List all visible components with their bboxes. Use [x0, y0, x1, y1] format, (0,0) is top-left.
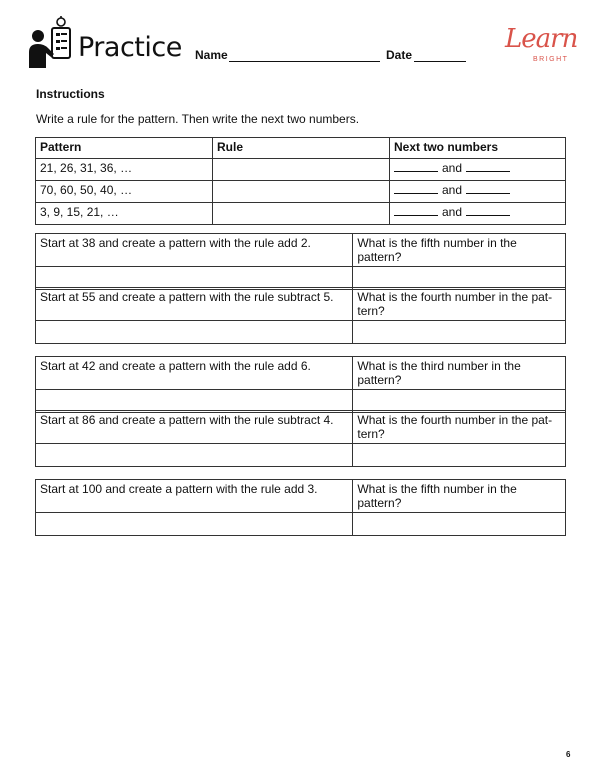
page-number: 6: [566, 750, 571, 759]
question-answer-cell[interactable]: [353, 321, 566, 344]
rule-answer-cell[interactable]: [213, 159, 390, 181]
table-row: [36, 159, 566, 181]
date-field[interactable]: [414, 61, 466, 62]
pattern-table-header: [36, 138, 566, 159]
task-prompt: Start at 100 and create a pattern with the rule add 3.: [36, 480, 353, 513]
answer-blank[interactable]: [466, 205, 510, 216]
task-row: [36, 480, 566, 513]
pattern-cell: 70, 60, 50, 40, …: [36, 181, 213, 203]
question-answer-cell[interactable]: [353, 513, 566, 536]
learn-bright-logo: [505, 22, 585, 66]
column-header-rule: Rule: [213, 138, 390, 159]
task-row: [36, 288, 566, 321]
logo-subtext: BRIGHT: [533, 56, 569, 63]
task-question: What is the fifth number in the pattern?: [353, 480, 566, 513]
page-header: [0, 0, 600, 80]
task-prompt: Start at 86 and create a pattern with the rule subtract 4.: [36, 411, 353, 444]
task-prompt: Start at 38 and create a pattern with the rule add 2.: [36, 234, 353, 267]
task-table-3: [35, 356, 566, 413]
date-label: Date: [386, 48, 413, 62]
and-label: and: [442, 205, 463, 219]
pattern-answer-cell[interactable]: [36, 513, 353, 536]
pattern-cell: 3, 9, 15, 21, …: [36, 203, 213, 225]
next-two-cell: [390, 181, 566, 203]
task-table-4: [35, 410, 566, 467]
pattern-answer-cell[interactable]: [36, 444, 353, 467]
task-prompt: Start at 55 and create a pattern with the rule subtract 5.: [36, 288, 353, 321]
pattern-cell: 21, 26, 31, 36, …: [36, 159, 213, 181]
next-two-cell: [390, 203, 566, 225]
rule-answer-cell[interactable]: [213, 203, 390, 225]
task-row: [36, 357, 566, 390]
answer-blank[interactable]: [466, 161, 510, 172]
answer-blank[interactable]: [394, 161, 438, 172]
answer-row: [36, 444, 566, 467]
name-label: Name: [195, 48, 228, 62]
column-header-pattern: Pattern: [36, 138, 213, 159]
column-header-next-two: Next two numbers: [390, 138, 566, 159]
name-field[interactable]: [229, 61, 380, 62]
task-table-1: [35, 233, 566, 290]
answer-row: [36, 513, 566, 536]
answer-blank[interactable]: [394, 183, 438, 194]
answer-row: [36, 321, 566, 344]
pattern-table: [35, 137, 566, 225]
task-row: [36, 234, 566, 267]
task-row: [36, 411, 566, 444]
task-question: What is the fourth number in the pat-tern?: [353, 411, 566, 444]
student-at-board-icon: [28, 16, 74, 68]
table-row: [36, 181, 566, 203]
and-label: and: [442, 161, 463, 175]
question-answer-cell[interactable]: [353, 444, 566, 467]
task-question: What is the fifth number in the pattern?: [353, 234, 566, 267]
instructions-text: Write a rule for the pattern. Then write the next two numbers.: [36, 112, 360, 126]
table-row: [36, 203, 566, 225]
pattern-answer-cell[interactable]: [36, 321, 353, 344]
instructions-heading: Instructions: [36, 87, 105, 101]
next-two-cell: [390, 159, 566, 181]
and-label: and: [442, 183, 463, 197]
task-question: What is the fourth number in the pat-tern?: [353, 288, 566, 321]
task-question: What is the third number in the pattern?: [353, 357, 566, 390]
task-prompt: Start at 42 and create a pattern with the rule add 6.: [36, 357, 353, 390]
task-table-2: [35, 287, 566, 344]
task-table-5: [35, 479, 566, 536]
rule-answer-cell[interactable]: [213, 181, 390, 203]
answer-blank[interactable]: [466, 183, 510, 194]
page-title: Practice: [78, 32, 182, 63]
answer-blank[interactable]: [394, 205, 438, 216]
logo-text: Learn: [505, 24, 578, 54]
